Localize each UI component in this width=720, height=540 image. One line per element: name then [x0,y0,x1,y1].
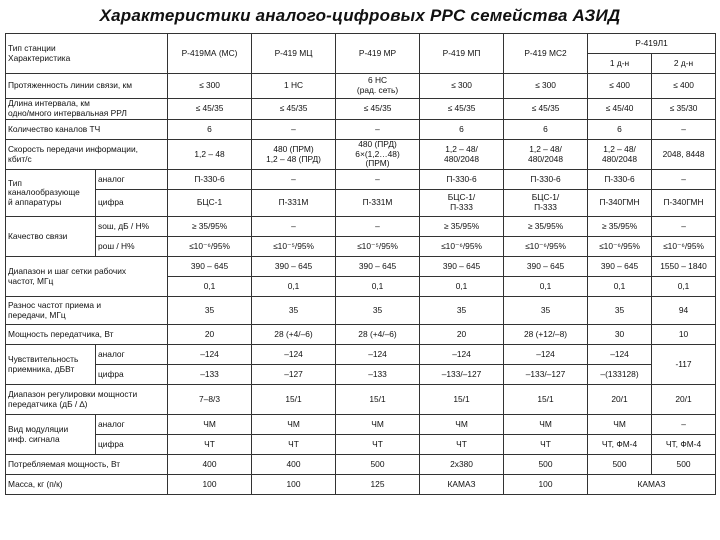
value-cell: ≤10⁻⁶/95% [420,237,504,257]
value-cell: 0,1 [336,277,420,297]
value-cell: ЧТ, ФМ-4 [652,435,716,455]
value-cell: 20 [168,325,252,345]
value-cell: 480 (ПРД) 6×(1,2…48) (ПРМ) [336,140,420,170]
value-cell: 0,1 [588,277,652,297]
value-cell: 0,1 [652,277,716,297]
row-power [6,325,716,345]
value-cell: 500 [504,455,588,475]
value-cell: 6 [420,120,504,140]
value-cell: 390 – 645 [588,257,652,277]
value-cell: 390 – 645 [336,257,420,277]
value-cell: ≥ 35/95% [504,217,588,237]
value-cell: 2048, 8448 [652,140,716,170]
value-cell: 35 [252,297,336,325]
value-cell: 6 [168,120,252,140]
value-cell: – [652,120,716,140]
value-cell: 35 [420,297,504,325]
model-header: Р-419 МЦ [252,34,336,74]
value-cell: ЧТ [420,435,504,455]
value-cell: ≤ 45/35 [252,99,336,120]
value-cell: ЧМ [252,415,336,435]
value-cell: П-330-6 [588,170,652,190]
value-cell: – [252,170,336,190]
value-cell: 1 НС [252,74,336,99]
value-cell: ≤10⁻⁶/95% [168,237,252,257]
value-cell: 100 [168,475,252,495]
row-label: Тип каналообразующе й аппаратуры [6,170,96,217]
value-cell: ≤10⁻⁵/95% [336,237,420,257]
row-interval [6,99,716,120]
value-cell: – [252,120,336,140]
value-cell: ≤10⁻⁶/95% [652,237,716,257]
row-modulation-digital [6,435,716,455]
page-title: Характеристики аналого-цифровых РРС семейства АЗИД [99,6,621,25]
value-cell: П-331М [336,190,420,217]
value-cell: –124 [420,345,504,365]
value-cell: ЧМ [504,415,588,435]
value-cell: 390 – 645 [504,257,588,277]
value-cell: 30 [588,325,652,345]
value-cell: 15/1 [420,385,504,415]
value-cell: 6 НС (рад. сеть) [336,74,420,99]
value-cell: 35 [588,297,652,325]
row-label: Скорость передачи информации, кбит/с [6,140,168,170]
value-cell: 15/1 [504,385,588,415]
value-cell: 125 [336,475,420,495]
value-cell: 20/1 [588,385,652,415]
value-cell: П-330-6 [168,170,252,190]
value-cell: КАМАЗ [588,475,716,495]
value-cell: 400 [252,455,336,475]
row-sublabel: цифра [96,190,168,217]
row-label: Вид модуляции инф. сигнала [6,415,96,455]
value-cell: 390 – 645 [168,257,252,277]
row-sublabel: цифра [96,365,168,385]
row-label: Длина интервала, км одно/много интервальная РРЛ [6,99,168,120]
value-cell: 390 – 645 [252,257,336,277]
value-cell: – [652,415,716,435]
value-cell: 15/1 [252,385,336,415]
value-cell: ЧТ [168,435,252,455]
value-cell: –133 [168,365,252,385]
row-label: Качество связи [6,217,96,257]
value-cell: 100 [504,475,588,495]
value-cell: 2x380 [420,455,504,475]
station-type-header: Тип станции Характеристика [6,34,168,74]
value-cell: 15/1 [336,385,420,415]
row-sublabel: аналог [96,170,168,190]
value-cell: П-330-6 [504,170,588,190]
value-cell: ≤ 400 [652,74,716,99]
value-cell: 1,2 – 48/ 480/2048 [588,140,652,170]
value-cell: – [336,217,420,237]
row-sublabel: цифра [96,435,168,455]
value-cell: ЧТ [336,435,420,455]
value-cell: ≤ 45/35 [168,99,252,120]
row-sublabel: sош, дБ / Н% [96,217,168,237]
value-cell: – [336,120,420,140]
value-cell: 480 (ПРМ) 1,2 – 48 (ПРД) [252,140,336,170]
value-cell: П-330-6 [420,170,504,190]
value-cell: ЧТ, ФМ-4 [588,435,652,455]
row-sublabel: pош / Н% [96,237,168,257]
value-cell: -117 [652,345,716,385]
row-label: Мощность передатчика, Вт [6,325,168,345]
value-cell: БЦС-1 [168,190,252,217]
value-cell: БЦС-1/ П-333 [420,190,504,217]
value-cell: –(133128) [588,365,652,385]
value-cell: ≤ 45/35 [420,99,504,120]
row-label: Чувствительность приемника, дБВт [6,345,96,385]
value-cell: 390 – 645 [420,257,504,277]
value-cell: ≤ 400 [588,74,652,99]
value-cell: –124 [504,345,588,365]
value-cell: ≤ 300 [420,74,504,99]
value-cell: П-331М [252,190,336,217]
model-header: Р-419 МП [420,34,504,74]
value-cell: 7–8/3 [168,385,252,415]
row-quality-2 [6,237,716,257]
value-cell: ≤ 45/40 [588,99,652,120]
value-cell: ЧМ [336,415,420,435]
row-range [6,257,716,277]
row-equipment-analog [6,170,716,190]
row-label: Масса, кг (п/к) [6,475,168,495]
value-cell: – [252,217,336,237]
model-header: Р-419 МР [336,34,420,74]
value-cell: П-340ГМН [588,190,652,217]
value-cell: ≥ 35/95% [168,217,252,237]
value-cell: ЧТ [252,435,336,455]
value-cell: ≤ 45/35 [336,99,420,120]
row-label: Количество каналов ТЧ [6,120,168,140]
row-sensitivity-analog [6,345,716,365]
row-channels [6,120,716,140]
row-speed [6,140,716,170]
value-cell: 28 (+4/–6) [252,325,336,345]
value-cell: ≤ 45/35 [504,99,588,120]
spec-table [5,33,716,495]
row-label: Диапазон регулировки мощности передатчика (дБ / ∆) [6,385,168,415]
model-header: Р-419МА (МС) [168,34,252,74]
value-cell: ≥ 35/95% [420,217,504,237]
value-cell: 20/1 [652,385,716,415]
value-cell: 0,1 [168,277,252,297]
row-line_length [6,74,716,99]
value-cell: ≤10⁻⁶/95% [504,237,588,257]
row-spacing [6,297,716,325]
value-cell: 28 (+12/–8) [504,325,588,345]
value-cell: –124 [336,345,420,365]
value-cell: 35 [168,297,252,325]
value-cell: 1,2 – 48/ 480/2048 [420,140,504,170]
value-cell: 1,2 – 48/ 480/2048 [504,140,588,170]
value-cell: 400 [168,455,252,475]
row-label: Потребляемая мощность, Вт [6,455,168,475]
value-cell: 6 [588,120,652,140]
value-cell: ≤ 300 [504,74,588,99]
value-cell: БЦС-1/ П-333 [504,190,588,217]
value-cell: 94 [652,297,716,325]
value-cell: 0,1 [252,277,336,297]
value-cell: –133/–127 [504,365,588,385]
row-sublabel: аналог [96,415,168,435]
value-cell: 10 [652,325,716,345]
value-cell: –124 [168,345,252,365]
value-cell: –127 [252,365,336,385]
row-sensitivity-digital [6,365,716,385]
value-cell: ЧМ [168,415,252,435]
value-cell: 28 (+4/–6) [336,325,420,345]
model-group-header: Р-419Л1 [588,34,716,54]
value-cell: –133 [336,365,420,385]
model-header: Р-419 МС2 [504,34,588,74]
model-subheader: 1 д-н [588,54,652,74]
row-sublabel: аналог [96,345,168,365]
value-cell: 1550 – 1840 [652,257,716,277]
value-cell: ≤10⁻⁵/95% [252,237,336,257]
row-modulation-analog [6,415,716,435]
row-equipment-digital [6,190,716,217]
value-cell: ЧТ [504,435,588,455]
value-cell: 500 [336,455,420,475]
value-cell: 35 [336,297,420,325]
value-cell: 1,2 – 48 [168,140,252,170]
value-cell: КАМАЗ [420,475,504,495]
value-cell: 0,1 [504,277,588,297]
value-cell: – [336,170,420,190]
value-cell: 0,1 [420,277,504,297]
row-consumption [6,455,716,475]
value-cell: – [652,170,716,190]
row-label: Разнос частот приема и передачи, МГц [6,297,168,325]
value-cell: –133/–127 [420,365,504,385]
value-cell: – [652,217,716,237]
value-cell: 20 [420,325,504,345]
value-cell: ≥ 35/95% [588,217,652,237]
value-cell: ≤ 300 [168,74,252,99]
row-label: Протяженность линии связи, км [6,74,168,99]
row-power_adj [6,385,716,415]
value-cell: ≤10⁻⁶/95% [588,237,652,257]
value-cell: ЧМ [420,415,504,435]
value-cell: 35 [504,297,588,325]
value-cell: –124 [252,345,336,365]
value-cell: ≤ 35/30 [652,99,716,120]
value-cell: 6 [504,120,588,140]
value-cell: –124 [588,345,652,365]
header-row [6,34,716,54]
row-label: Диапазон и шаг сетки рабочих частот, МГц [6,257,168,297]
value-cell: П-340ГМН [652,190,716,217]
model-subheader: 2 д-н [652,54,716,74]
value-cell: ЧМ [588,415,652,435]
row-quality-1 [6,217,716,237]
value-cell: 100 [252,475,336,495]
value-cell: 500 [652,455,716,475]
row-mass [6,475,716,495]
value-cell: 500 [588,455,652,475]
